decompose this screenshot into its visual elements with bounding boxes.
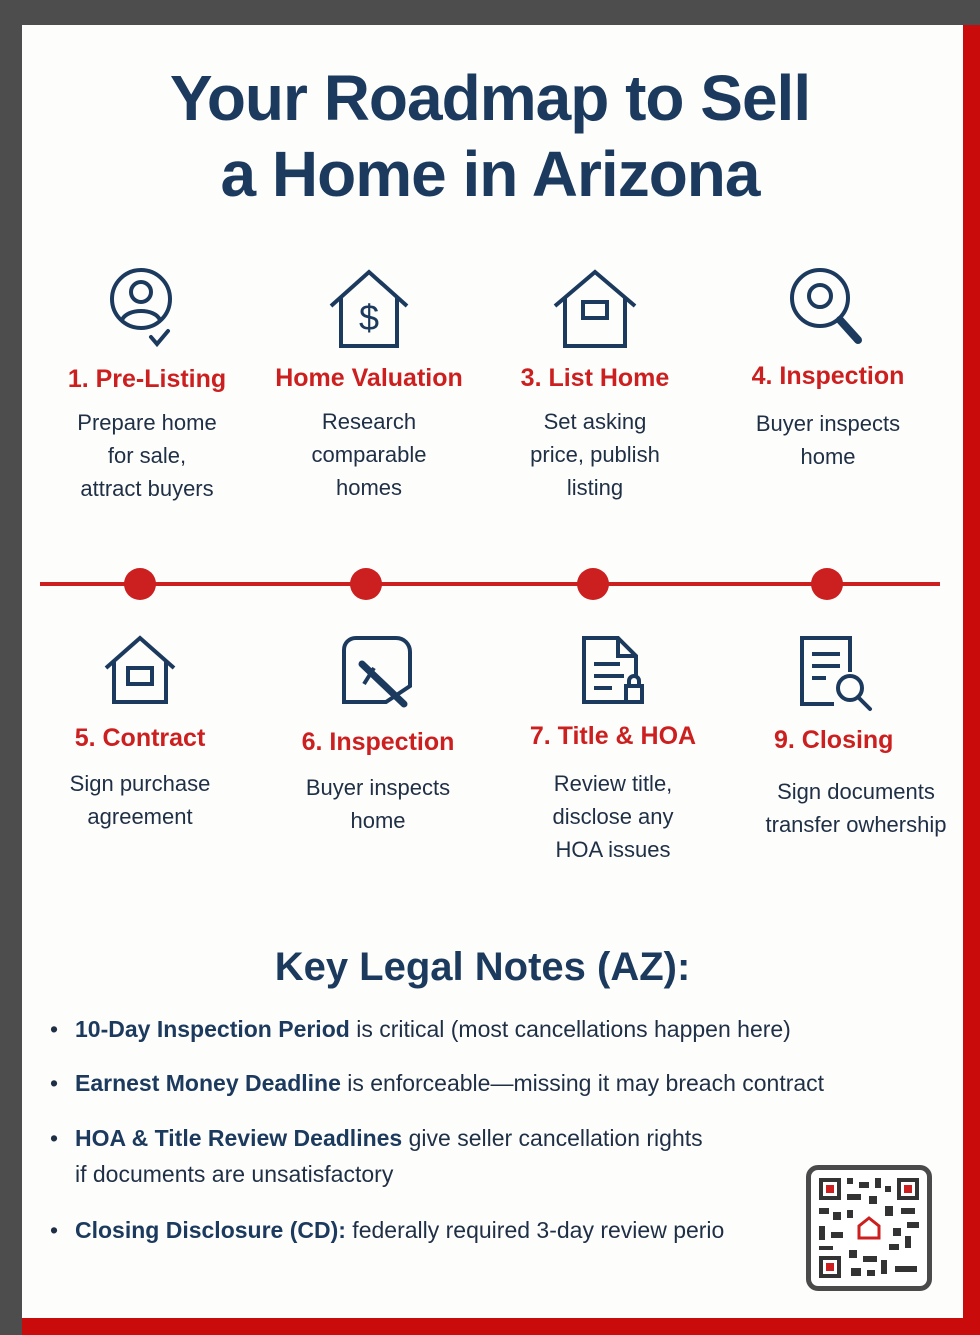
red-border-bottom [22,1318,980,1335]
notes-heading: Key Legal Notes (AZ): [274,945,691,989]
note-item [50,1011,791,1047]
timeline-dot [350,568,382,600]
note-bold: Closing Disclosure (CD): [75,1217,346,1243]
step-title: 4. Inspection [751,362,905,390]
step-description: Buyer inspects home [755,411,901,469]
step-title: 9. Closing [774,726,894,754]
qr-code-icon [811,1170,927,1286]
step-title-hoa [493,634,733,866]
house-dollar-icon [327,268,411,350]
timeline-dot [811,568,843,600]
note-text: is enforceable—missing it may breach contract [340,1070,825,1096]
step-pre-listing [27,265,267,505]
step-title: 3. List Home [520,364,670,392]
note-text-line2: if documents are unsatisfactory [75,1161,394,1187]
qr-code[interactable] [806,1165,932,1291]
magnifier-icon [788,266,868,348]
step-description: Prepare home for sale, attract buyers [77,410,217,501]
timeline-line [40,582,940,586]
step-title: Home Valuation [275,364,463,392]
note-text: give seller cancellation rights [402,1125,703,1151]
note-item [50,1212,805,1248]
step-title: 6. Inspection [301,728,455,756]
bullet-icon: • [50,1016,59,1042]
document-lock-icon [580,634,646,706]
step-contract [20,634,260,833]
timeline-dot [124,568,156,600]
inspect-icon [340,634,416,710]
step-description: Set asking price, publish listing [530,409,660,500]
bullet-icon: • [50,1070,59,1096]
note-bold: HOA & Title Review Deadlines [75,1125,403,1151]
timeline-dot [577,568,609,600]
page-title [0,60,980,212]
note-text: is critical (most cancellations happen here) [349,1016,791,1042]
step-title: 5. Contract [74,724,206,752]
title-line-2: a Home in Arizona [220,138,760,210]
title-line-1: Your Roadmap to Sell [169,62,811,134]
bullet-icon: • [50,1125,59,1151]
step-inspection [708,266,948,473]
step-description: Review title, disclose any HOA issues [552,771,674,862]
step-description: Buyer inspects home [305,775,451,833]
step-inspection-2 [258,634,498,837]
step-description: Sign documents transfer owhership [765,779,947,837]
step-description: Sign purchase agreement [69,771,211,829]
note-bold: 10-Day Inspection Period [75,1016,350,1042]
svg-text:$: $ [358,297,380,338]
house-icon [103,634,177,706]
note-item [50,1120,703,1192]
step-title: 1. Pre-Listing [67,365,227,393]
note-bold: Earnest Money Deadline [75,1070,341,1096]
step-list-home [475,268,715,504]
note-text: federally required 3-day review perio [345,1217,725,1243]
step-closing [716,634,980,841]
step-description: Research comparable homes [311,409,427,500]
house-icon [551,268,639,350]
bullet-icon: • [50,1217,59,1243]
step-title: 7. Title & HOA [529,722,697,750]
document-search-icon [798,634,874,712]
note-item [50,1065,824,1101]
step-home-valuation [249,268,489,504]
user-check-icon [107,265,187,351]
